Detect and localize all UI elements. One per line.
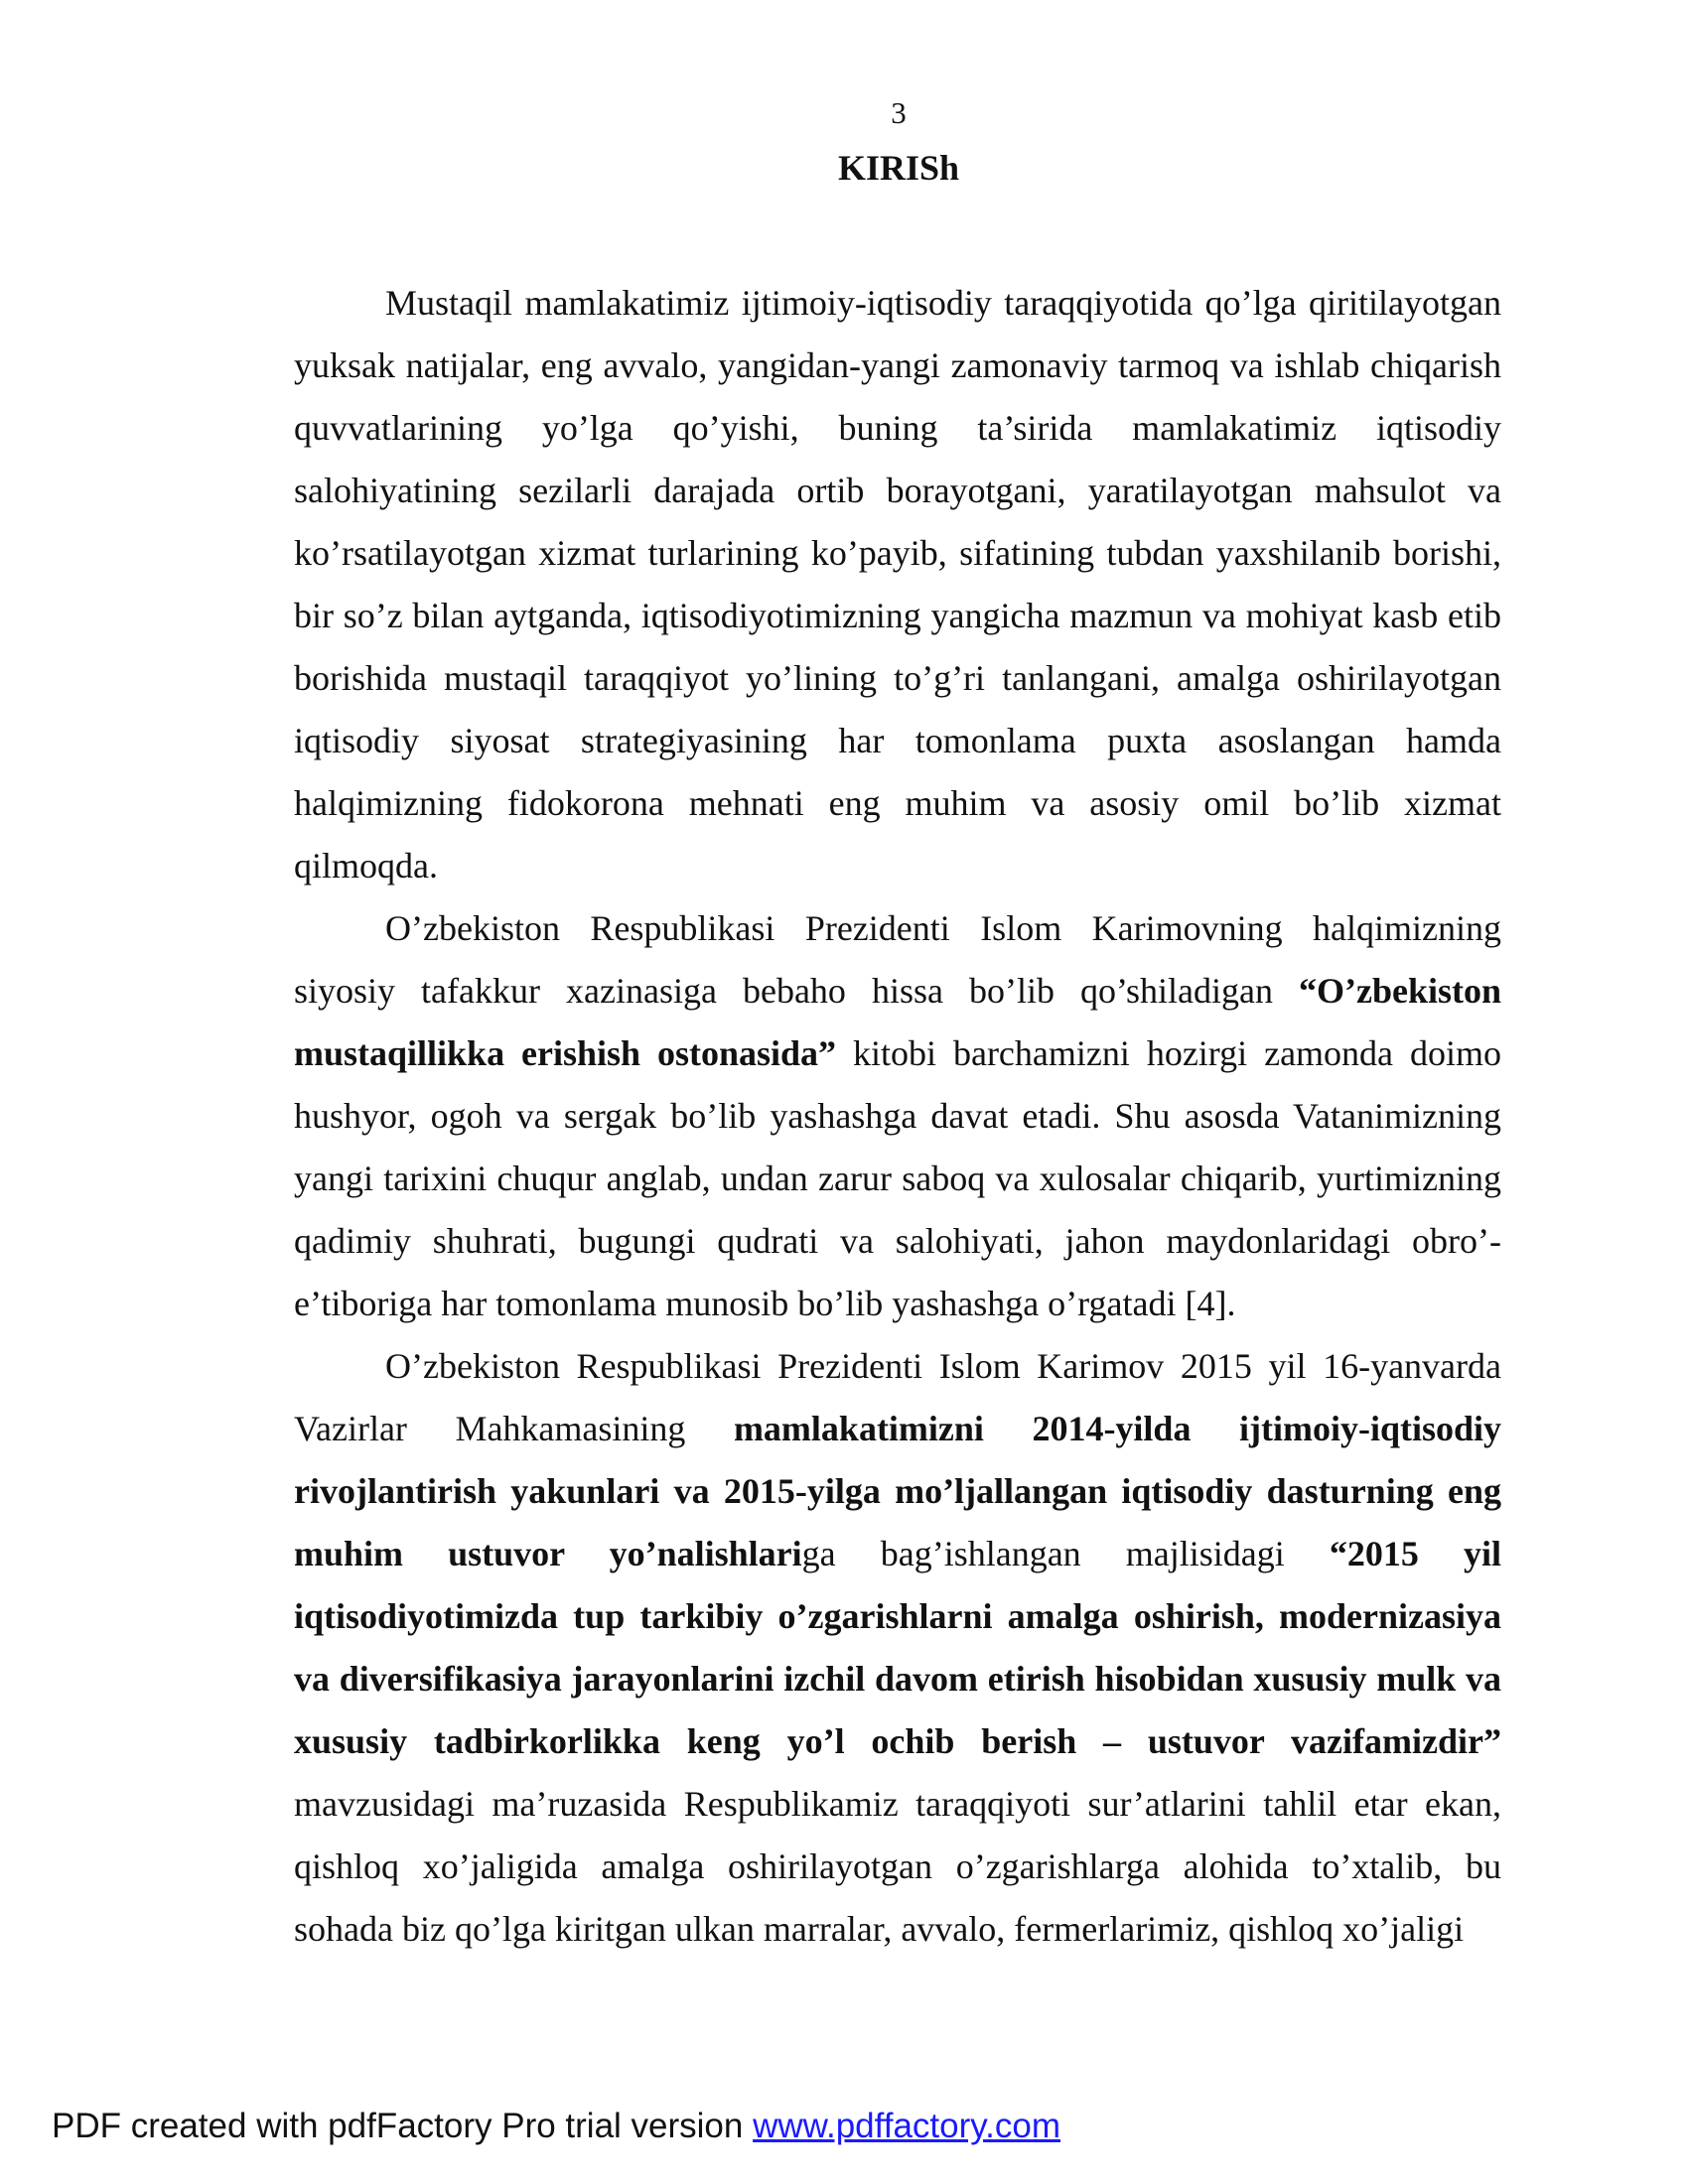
footer-link[interactable]: www.pdffactory.com [753,2107,1061,2145]
pdf-footer [52,2107,1060,2146]
page-number: 3 [891,95,907,130]
paragraph-2 [294,897,1501,1335]
paragraph-1 [294,272,1501,897]
paragraph-2-text-start: O’zbekiston Respublikasi Prezidenti Islom Karimovning halqimizning siyosiy tafakkur xazinasiga bebaho hissa bo’lib qo’shiladigan [294,908,1501,1011]
footer-text: PDF created with pdfFactory Pro trial version [52,2107,754,2145]
meeting-topic-bold: mamlakatimizni 2014-yilda ijtimoiy-iqtisodiy rivojlantirish yakunlari va 2015-yilga mo’ljallangan iqtisodiy dasturning eng muhim ustuvor yo’nalishlari [294,1409,1501,1573]
section-heading: KIRISh [837,148,960,188]
book-title-bold: “O’zbekiston mustaqillikka erishish ostonasida” [294,971,1501,1073]
paragraph-2-text-end: kitobi barchamizni hozirgi zamonda doimo hushyor, ogoh va sergak bo’lib yashashga davat etadi. Shu asosda Vatanimizning yangi tarixini chuqur anglab, undan zarur saboq va xulosalar chiqarib, yurtimizning qadimiy shuhrati, bugungi qudrati va salohiyati, jahon maydonlaridagi obro’-e’tiboriga har tomonlama munosib bo’lib yashashga o’rgatadi [4]. [294,1033,1501,1323]
paragraph-3-text-middle: ga bag’ishlangan majlisidagi [801,1534,1330,1573]
body-text [294,272,1501,1961]
paragraph-3-text-start: O’zbekiston Respublikasi Prezidenti Islom Karimov 2015 yil 16-yanvarda Vazirlar Mahkamasining [294,1346,1501,1448]
report-title-bold: “2015 yil iqtisodiyotimizda tup tarkibiy o’zgarishlarni amalga oshirish, modernizasiya va diversifikasiya jarayonlarini izchil davom etirish hisobidan xususiy mulk va xususiy tadbirkorlikka keng yo’l ochib berish – ustuvor vazifamizdir” [294,1534,1501,1761]
paragraph-3-text-end: mavzusidagi ma’ruzasida Respublikamiz taraqqiyoti sur’atlarini tahlil etar ekan, qishloq xo’jaligida amalga oshirilayotgan o’zgarishlarga alohida to’xtalib, bu sohada biz qo’lga kiritgan ulkan marralar, avvalo, fermerlarimiz, qishloq xo’jaligi [294,1784,1501,1949]
paragraph-3 [294,1335,1501,1961]
paragraph-1-text: Mustaqil mamlakatimiz ijtimoiy-iqtisodiy taraqqiyotida qo’lga qiritilayotgan yuksak natijalar, eng avvalo, yangidan-yangi zamonaviy tarmoq va ishlab chiqarish quvvatlarining yo’lga qo’yishi, buning ta’sirida mamlakatimiz iqtisodiy salohiyatining sezilarli darajada ortib borayotgani, yaratilayotgan mahsulot va ko’rsatilayotgan xizmat turlarining ko’payib, sifatining tubdan yaxshilanib borishi, bir so’z bilan aytganda, iqtisodiyotimizning yangicha mazmun va mohiyat kasb etib borishida mustaqil taraqqiyot yo’lining to’g’ri tanlangani, amalga oshirilayotgan iqtisodiy siyosat strategiyasining har tomonlama puxta asoslangan hamda halqimizning fidokorona mehnati eng muhim va asosiy omil bo’lib xizmat qilmoqda. [294,283,1501,886]
